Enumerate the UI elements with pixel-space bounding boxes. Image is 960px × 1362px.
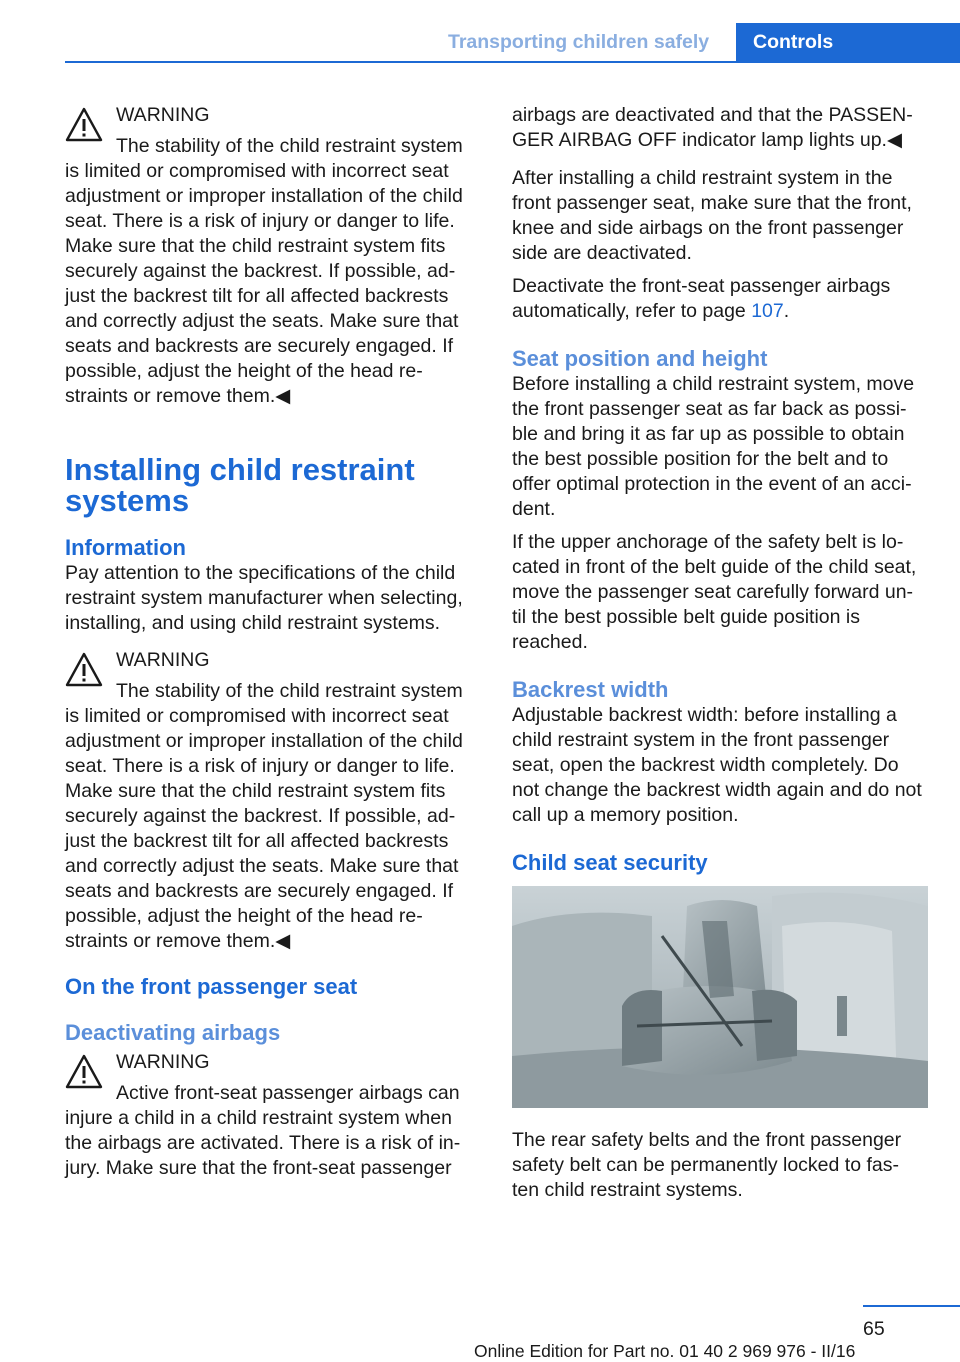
page-header — [0, 0, 960, 62]
warning-text: The stability of the child restraint system is limited or compromised with incorrect seat adjustment or improper installation of the child seat. There is a risk of injury or danger to life. Make sure that the child restraint system fits securely against the backrest. If possible, ad‐ just the backrest tilt for all affected backrests and correctly adjust the seats. Make sure that seats and backrests are securely engaged. If possible, adjust the height of the head re‐ straints or remove them.◀ — [65, 135, 463, 407]
warning-continuation: airbags are deactivated and that the PASSEN‐ GER AIRBAG OFF indicator lamp lights up.◀ — [512, 104, 913, 151]
warning-title: WARNING — [116, 649, 210, 671]
warning-text: The stability of the child restraint system is limited or compromised with incorrect seat adjustment or improper installation of the child seat. There is a risk of injury or danger to life. Make sure that the child restraint system fits securely against the backrest. If possible, ad‐ just the backrest tilt for all affected backrests and correctly adjust the seats. Make sure that seats and backrests are securely engaged. If possible, adjust the height of the head re‐ straints or remove them.◀ — [65, 680, 463, 952]
page-number: 65 — [863, 1318, 885, 1340]
information-heading: Information — [65, 535, 186, 560]
warning-title: WARNING — [116, 104, 210, 126]
warning-block — [65, 1050, 477, 1181]
deactivating-airbags-heading: Deactivating airbags — [65, 1020, 281, 1045]
front-passenger-heading: On the front passenger seat — [65, 974, 358, 999]
paragraph: After installing a child restraint system in the front passenger seat, make sure that the front, knee and side airbags on the front passenger side are deactivated. — [512, 167, 912, 264]
section-heading: Installing child restraint systems — [65, 452, 415, 518]
punctuation: . — [783, 300, 790, 322]
header-tab-controls[interactable] — [736, 23, 960, 62]
seat-position-heading: Seat position and height — [512, 346, 768, 371]
header-section-title[interactable]: Transporting children safely — [448, 31, 710, 53]
warning-icon — [65, 1054, 103, 1089]
warning-block — [65, 648, 477, 954]
paragraph — [512, 274, 928, 324]
warning-text: Active front-seat passenger airbags can injure a child in a child restraint system when the airbags are activated. There is a risk of in‐ jury. Make sure that the front-seat passenger — [65, 1082, 461, 1179]
footer-rule — [863, 1305, 960, 1307]
page-reference-link[interactable]: 107 — [751, 300, 784, 322]
paragraph: Adjustable backrest width: before installing a child restraint system in the front passenger seat, open the backrest width completely. Do not change the backrest width again and do not call up a memory position. — [512, 704, 922, 826]
warning-block — [65, 103, 477, 409]
backrest-width-heading: Backrest width — [512, 677, 669, 702]
child-seat-photo — [512, 886, 928, 1108]
right-column — [512, 103, 928, 1211]
paragraph: Before installing a child restraint system, move the front passenger seat as far back as possi‐ ble and bring it as far up as possible to obtain the best possible position for the belt and to offer optimal protection in the event of an acci‐ dent. — [512, 373, 915, 520]
warning-title: WARNING — [116, 1051, 210, 1073]
information-text: Pay attention to the specifications of the child restraint system manufacturer when selecting, installing, and using child restraint systems. — [65, 562, 463, 634]
header-tab-label: Controls — [753, 31, 834, 53]
left-column — [65, 103, 477, 1181]
paragraph: If the upper anchorage of the safety belt is lo‐ cated in front of the belt guide of the child seat, move the passenger seat carefully forward un‐ til the best possible belt guide position is reached. — [512, 531, 917, 653]
edition-text: Online Edition for Part no. 01 40 2 969 976 - II/16 — [474, 1341, 856, 1361]
child-seat-security-heading: Child seat security — [512, 850, 708, 875]
header-rule — [65, 61, 960, 63]
warning-icon — [65, 107, 103, 142]
paragraph-text: Deactivate the front-seat passenger airbags automatically, refer to page — [512, 275, 891, 322]
paragraph: The rear safety belts and the front passenger safety belt can be permanently locked to fas‐ ten child restraint systems. — [512, 1129, 902, 1201]
warning-icon — [65, 652, 103, 687]
